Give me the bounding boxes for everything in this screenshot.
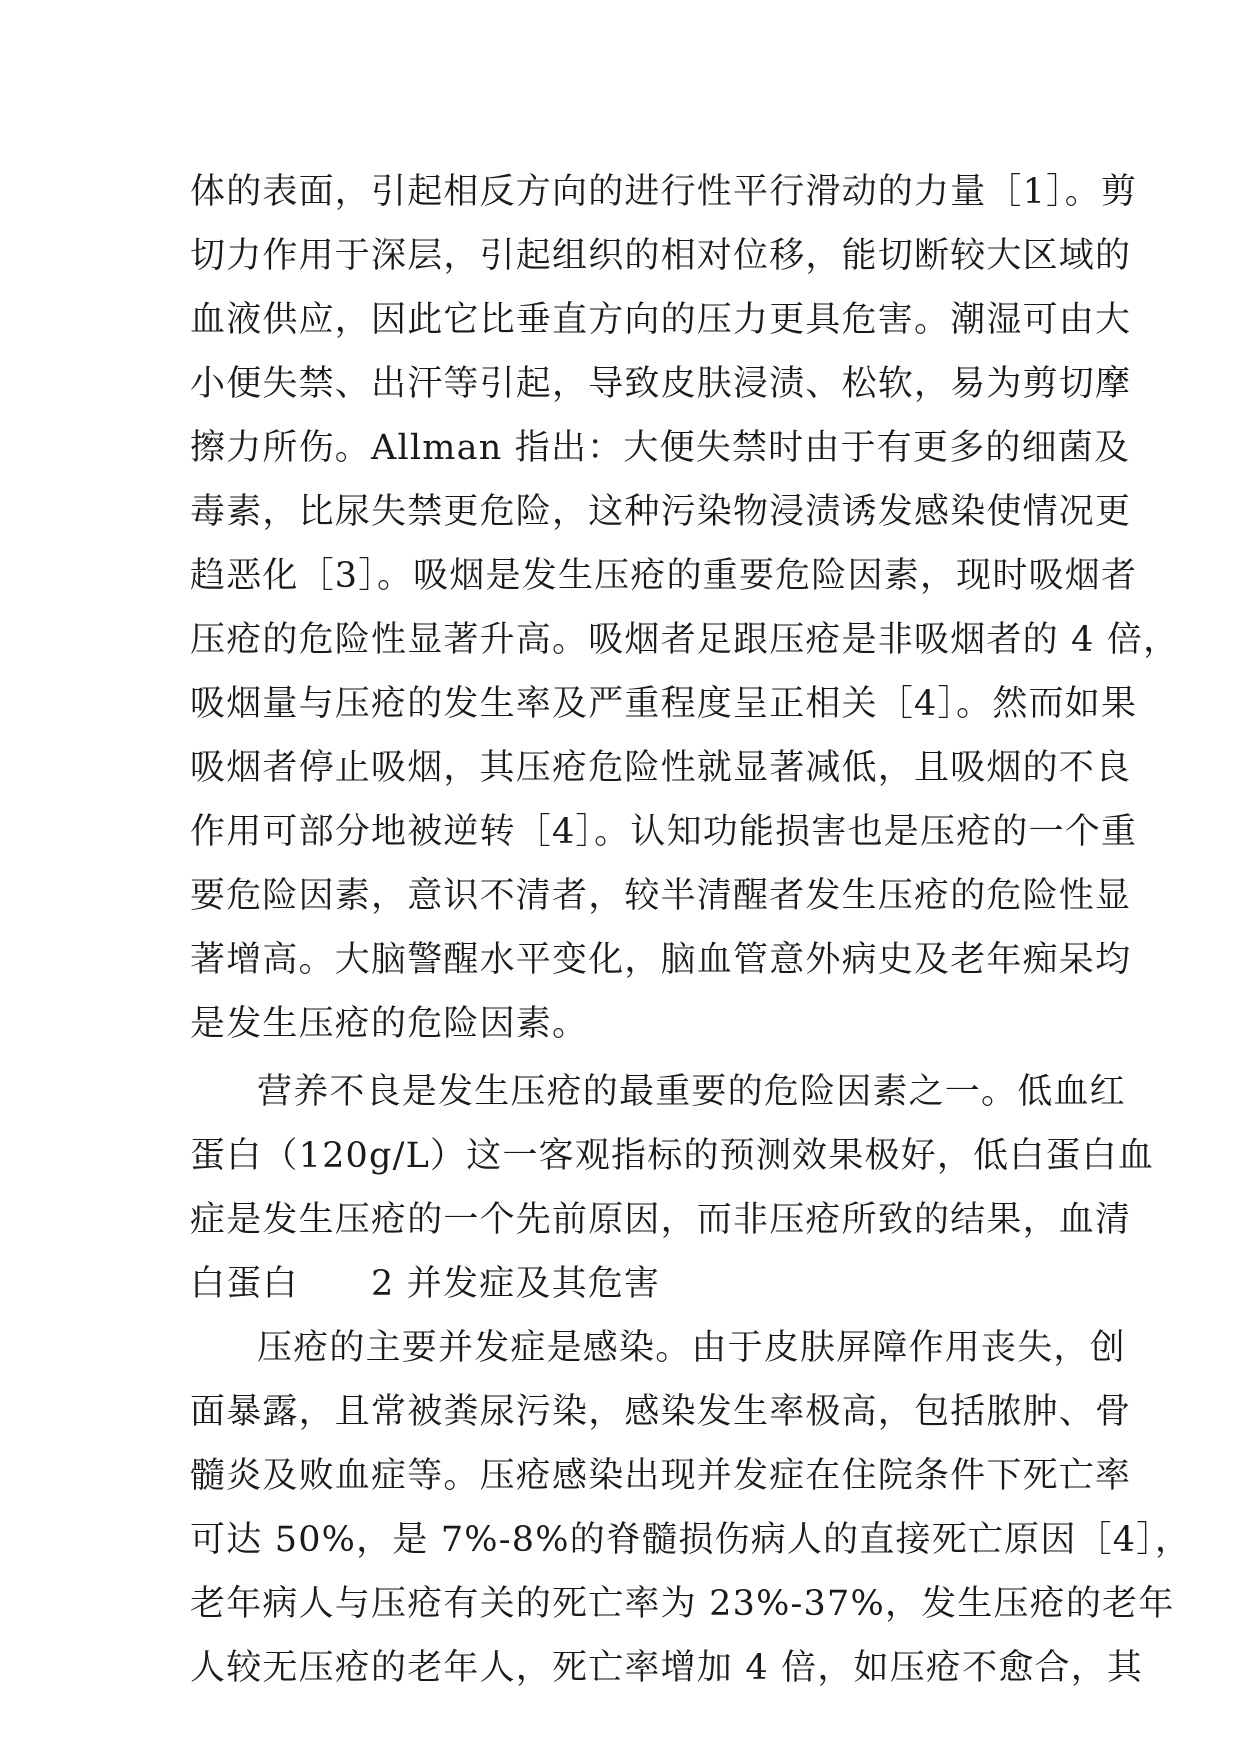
text-line: 压疮的危险性显著升高。吸烟者足跟压疮是非吸烟者的 4 倍， bbox=[190, 620, 1180, 660]
body-text bbox=[190, 160, 1192, 1700]
text-line: 毒素，比尿失禁更危险，这种污染物浸渍诱发感染使情况更 bbox=[190, 492, 1132, 532]
text-line: 小便失禁、出汗等引起，导致皮肤浸渍、松软，易为剪切摩 bbox=[190, 364, 1132, 404]
text-line: 蛋白（120g/L）这一客观指标的预测效果极好，低白蛋白血 bbox=[190, 1136, 1155, 1176]
text-line: 老年病人与压疮有关的死亡率为 23%-37%，发生压疮的老年 bbox=[190, 1584, 1175, 1624]
text-line: 趋恶化［3］。吸烟是发生压疮的重要危险因素，现时吸烟者 bbox=[190, 556, 1138, 596]
text-line: 作用可部分地被逆转［4］。认知功能损害也是压疮的一个重 bbox=[190, 812, 1138, 852]
text-line: 切力作用于深层，引起组织的相对位移，能切断较大区域的 bbox=[190, 236, 1132, 276]
text-line: 吸烟者停止吸烟，其压疮危险性就显著减低，且吸烟的不良 bbox=[190, 748, 1132, 788]
text-line: 症是发生压疮的一个先前原因，而非压疮所致的结果，血清 bbox=[190, 1200, 1132, 1240]
text-line: 擦力所伤。Allman 指出：大便失禁时由于有更多的细菌及 bbox=[190, 428, 1131, 468]
text-line: 髓炎及败血症等。压疮感染出现并发症在住院条件下死亡率 bbox=[190, 1456, 1132, 1496]
text-line: 压疮的主要并发症是感染。由于皮肤屏障作用丧失，创 bbox=[257, 1328, 1126, 1368]
text-line: 营养不良是发生压疮的最重要的危险因素之一。低血红 bbox=[257, 1072, 1126, 1112]
text-line: 血液供应，因此它比垂直方向的压力更具危害。潮湿可由大 bbox=[190, 300, 1132, 340]
text-line: 面暴露，且常被粪尿污染，感染发生率极高，包括脓肿、骨 bbox=[190, 1392, 1132, 1432]
text-line: 著增高。大脑警醒水平变化，脑血管意外病史及老年痴呆均 bbox=[190, 940, 1132, 980]
text-line: 是发生压疮的危险因素。 bbox=[190, 1004, 589, 1044]
text-line: 人较无压疮的老年人，死亡率增加 4 倍，如压疮不愈合，其 bbox=[190, 1648, 1144, 1688]
text-line: 白蛋白 2 并发症及其危害 bbox=[190, 1264, 661, 1304]
text-line: 可达 50%，是 7%-8%的脊髓损伤病人的直接死亡原因［4］， bbox=[190, 1520, 1192, 1560]
text-line: 吸烟量与压疮的发生率及严重程度呈正相关［4］。然而如果 bbox=[190, 684, 1138, 724]
text-line: 要危险因素，意识不清者，较半清醒者发生压疮的危险性显 bbox=[190, 876, 1132, 916]
text-line: 体的表面，引起相反方向的进行性平行滑动的力量［1］。剪 bbox=[190, 172, 1138, 212]
